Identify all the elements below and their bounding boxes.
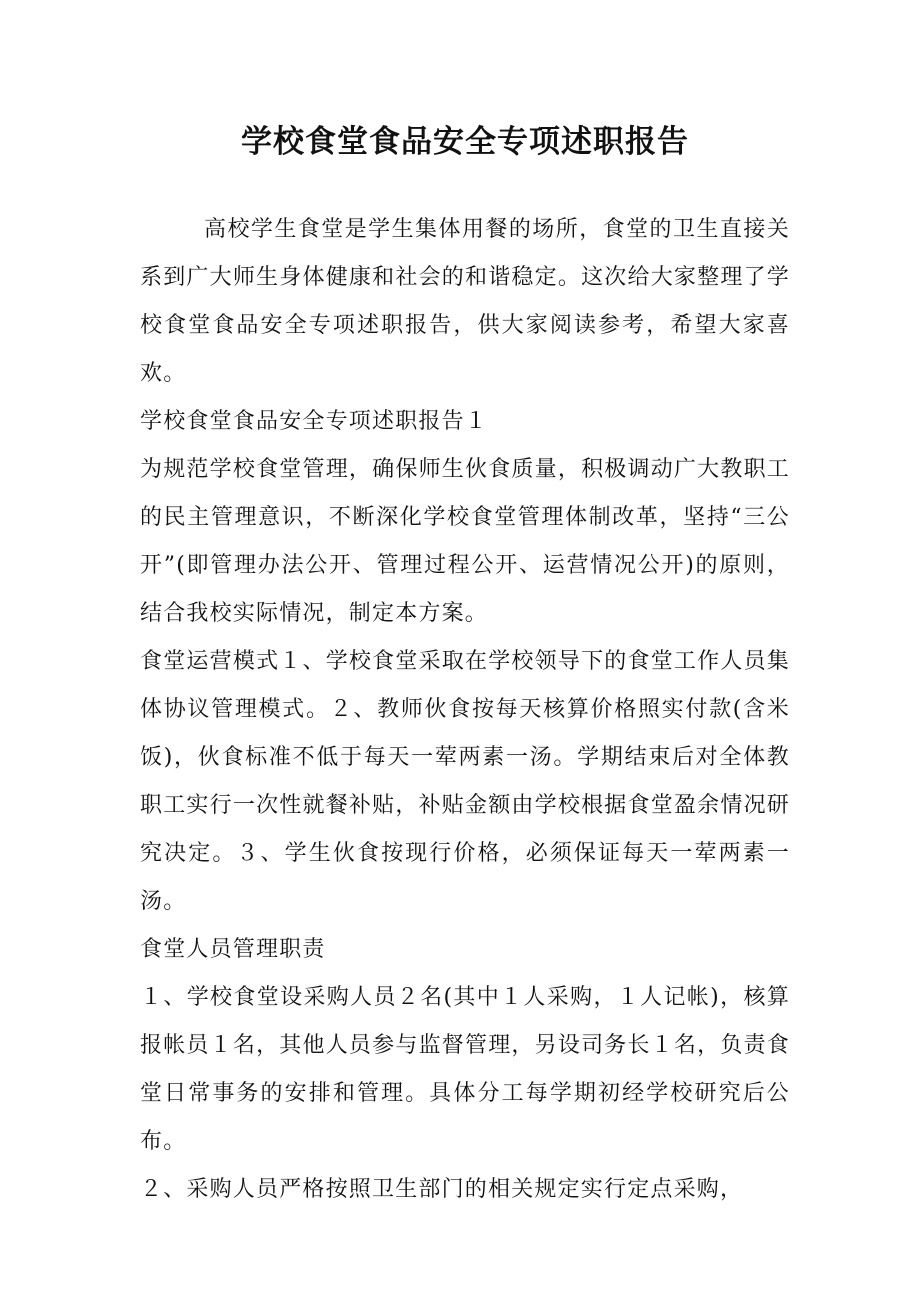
staff-item-1: １、学校食堂设采购人员２名(其中１人采购，１人记帐)，核算报帐员１名，其他人员参与监督管理，另设司务长１名，负责食堂日常事务的安排和管理。具体分工每学期初经学校研究后公布。 — [140, 985, 790, 1154]
purpose-paragraph: 为规范学校食堂管理，确保师生伙食质量，积极调动广大教职工的民主管理意识，不断深化学校食堂管理体制改革，坚持“三公开”(即管理办法公开、管理过程公开、运营情况公开)的原则，结合我校实际情况，制定本方案。 — [140, 457, 790, 626]
operation-mode-paragraph: 食堂运营模式１、学校食堂采取在学校领导下的食堂工作人员集体协议管理模式。２、教师伙食按每天核算价格照实付款(含米饭)，伙食标准不低于每天一荤两素一汤。学期结束后对全体教职工实行一次性就餐补贴，补贴金额由学校根据食堂盈余情况研究决定。３、学生伙食按现行价格，必须保证每天一荤两素一汤。 — [140, 649, 790, 914]
document-title: 学校食堂食品安全专项述职报告 — [241, 124, 689, 160]
staff-duties-heading: 食堂人员管理职责 — [140, 937, 326, 962]
intro-paragraph: 高校学生食堂是学生集体用餐的场所，食堂的卫生直接关系到广大师生身体健康和社会的和谐稳定。这次给大家整理了学校食堂食品安全专项述职报告，供大家阅读参考，希望大家喜欢。 — [140, 217, 790, 386]
report-subtitle: 学校食堂食品安全专项述职报告１ — [140, 409, 489, 434]
staff-item-2: ２、采购人员严格按照卫生部门的相关规定实行定点采购， — [140, 1177, 744, 1202]
